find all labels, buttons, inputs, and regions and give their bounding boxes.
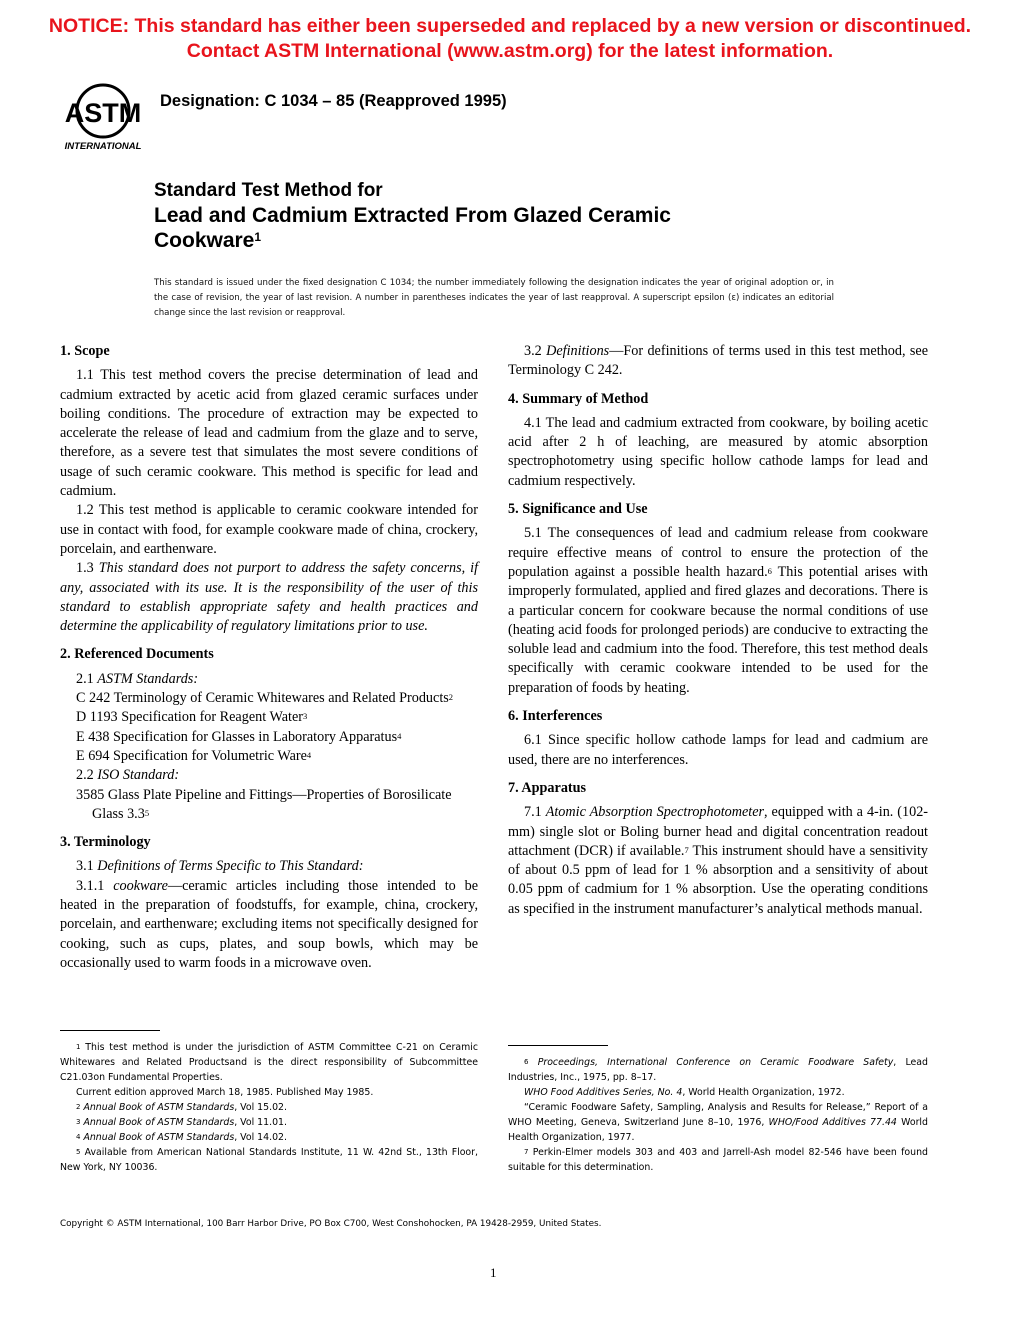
footnote-5: $^5$ Available from American National Standards Institute, 11 W. 42nd St., 13th Floor, New York, NY 10036. <box>60 1147 478 1173</box>
section-scope-heading: 1. Scope <box>60 343 110 359</box>
title-line-3: Cookware$^1$ <box>154 229 262 252</box>
ref-item-c242: C 242 Terminology of Ceramic Whitewares and Related Products$^2$ <box>76 690 454 707</box>
section-apparatus-heading: 7. Apparatus <box>508 779 587 796</box>
paragraph-7-1: 7.1 Atomic Absorption Spectrophotometer, equipped with a 4-in. (102-mm) single slot or Boling burner head and digital concentration readout attachment (DCR) if available.$^7$ This instrument should have a sensitivity of about 0.5 ppm of lead for 1 % absorption and a sensitivity of about 0.05 ppm of cadmium for 1 % absorption. Use the operating conditions as specified in the instrument manufacturer’s analytical methods manual. <box>508 804 929 917</box>
footnote-3: $^3$ Annual Book of ASTM Standards, Vol 11.01. <box>76 1117 288 1128</box>
notice-line-1: NOTICE: This standard has either been superseded and replaced by a new version or discontinued. <box>48 15 972 37</box>
footnote-6: $^6$ Proceedings, International Conference on Ceramic Foodware Safety, Lead Industries, Inc., 1975, pp. 8–17. <box>508 1057 929 1083</box>
document-title <box>154 178 671 253</box>
paragraph-1-1: 1.1 This test method covers the precise determination of lead and cadmium extracted by acetic acid from glazed ceramic surfaces under boiling conditions. The procedure of extraction may be expected to accelerate the release of lead and cadmium from the glaze and to serve, therefore, as a severe test that simulates the most severe conditions of usage of such ceramic cookware. This method is specific for lead and cadmium. <box>60 367 478 500</box>
paragraph-4-1: 4.1 The lead and cadmium extracted from cookware, by boiling acetic acid after 2 h of leaching, are measured by atomic absorption spectrophotometry using specific hollow cathode lamps for lead and cadmium respectively. <box>508 414 928 489</box>
section-interferences-heading: 6. Interferences <box>508 708 603 725</box>
ref-item-e694: E 694 Specification for Volumetric Ware$^4$ <box>76 747 312 764</box>
title-line-1: Standard Test Method for <box>154 180 383 201</box>
footnote-1: $^1$ This test method is under the jurisdiction of ASTM Committee C-21 on Ceramic Whitewares and Related Productsand is the direct responsibility of Subcommittee C21.03on Fundamental Properties. <box>60 1042 478 1083</box>
paragraph-1-3: 1.3 This standard does not purport to address the safety concerns, if any, associated with its use. It is the responsibility of the user of this standard to establish appropriate safety and health practices and determine the applicability of regulatory limitations prior to use. <box>60 560 479 635</box>
title-line-2: Lead and Cadmium Extracted From Glazed Ceramic <box>154 204 671 227</box>
paragraph-3-2: 3.2 Definitions—For definitions of terms used in this test method, see Terminology C 242. <box>508 343 928 379</box>
footnote-rule-left <box>60 1030 160 1031</box>
right-column <box>508 342 928 919</box>
paragraph-2-1: 2.1 ASTM Standards: <box>76 670 199 687</box>
footnotes-right <box>508 1055 928 1175</box>
footnote-6-b: WHO Food Additives Series, No. 4, World Health Organization, 1972. <box>524 1087 845 1098</box>
paragraph-1-2: 1.2 This test method is applicable to ceramic cookware intended for use in contact with food, for example cookware made of china, crockery, porcelain, and earthenware. <box>60 502 478 557</box>
ref-item-d1193: D 1193 Specification for Reagent Water$^3$ <box>76 709 308 726</box>
ref-item-e438: E 438 Specification for Glasses in Laboratory Apparatus$^4$ <box>76 728 402 745</box>
left-column <box>60 342 478 973</box>
designation: Designation: C 1034 – 85 (Reapproved 1995) <box>160 92 507 110</box>
section-terminology-heading: 3. Terminology <box>60 834 151 851</box>
paragraph-6-1: 6.1 Since specific hollow cathode lamps for lead and cadmium are used, there are no interferences. <box>508 732 928 768</box>
copyright: Copyright © ASTM International, 100 Barr Harbor Drive, PO Box C700, West Conshohocken, PA 19428-2959, United States. <box>60 1219 602 1229</box>
section-summary-heading: 4. Summary of Method <box>508 390 649 407</box>
ref-item-iso3585: 3585 Glass Plate Pipeline and Fittings—Properties of Borosilicate Glass $3.3^5$ <box>76 786 452 822</box>
paragraph-3-1: 3.1 Definitions of Terms Specific to This Standard: <box>76 858 364 875</box>
page-number: 1 <box>490 1265 497 1280</box>
footnote-7: $^7$ Perkin-Elmer models 303 and 403 and Jarrell-Ash model 82-546 have been found suitable for this determination. <box>508 1147 928 1173</box>
logo-letters: ASTM <box>64 98 142 128</box>
logo-caption: INTERNATIONAL <box>64 141 142 152</box>
paragraph-3-1-1: 3.1.1 cookware—ceramic articles including those intended to be heated in the preparation of foodstuffs, for example, china, crockery, porcelain, and earthenware; excluding items not specifically designed for cooking, such as cups, plates, and soup bowls, which may be occasionally used to warm foods in a microwave oven. <box>60 877 478 971</box>
footnote-4: $^4$ Annual Book of ASTM Standards, Vol 14.02. <box>76 1132 288 1143</box>
paragraph-2-2: 2.2 ISO Standard: <box>76 767 180 784</box>
footnote-2: $^2$ Annual Book of ASTM Standards, Vol 15.02. <box>76 1102 288 1113</box>
footnote-rule-right <box>508 1045 608 1046</box>
footnote-6-c: “Ceramic Foodware Safety, Sampling, Analysis and Results for Release,” Report of a WHO Meeting, Geneva, Switzerland June 8–10, 1976, WHO/Food Additives 77.44 World Health Organization, 1977. <box>508 1102 928 1143</box>
issued-note: This standard is issued under the fixed designation C 1034; the number immediately following the designation indicates the year of original adoption or, in the case of revision, the year of last revision. A number in parentheses indicates the year of last reapproval. A superscript epsilon (ε) indicates an editorial change since the last revision or reapproval. <box>154 278 834 318</box>
footnote-1-b: Current edition approved March 18, 1985. Published May 1985. <box>76 1087 374 1098</box>
footnotes-left <box>60 1040 478 1175</box>
notice-line-2: Contact ASTM International (www.astm.org) for the latest information. <box>186 40 834 62</box>
section-significance-heading: 5. Significance and Use <box>508 501 648 518</box>
paragraph-5-1: 5.1 The consequences of lead and cadmium release from cookware require effective means of control to ensure the protection of the population against a possible health hazard.$^6$ This potential arises with improperly formulated, applied and fired glazes and decorations. There is a particular concern for cookware because the normal conditions of use (heating acid foods for prolonged periods) are conducive to extracting the soluble lead and cadmium into the food. Therefore, this test method deals specifically with ceramic cookware intended to be used for the preparation of foods by heating. <box>508 525 928 696</box>
astm-logo <box>60 82 146 152</box>
section-referenced-heading: 2. Referenced Documents <box>60 646 214 663</box>
